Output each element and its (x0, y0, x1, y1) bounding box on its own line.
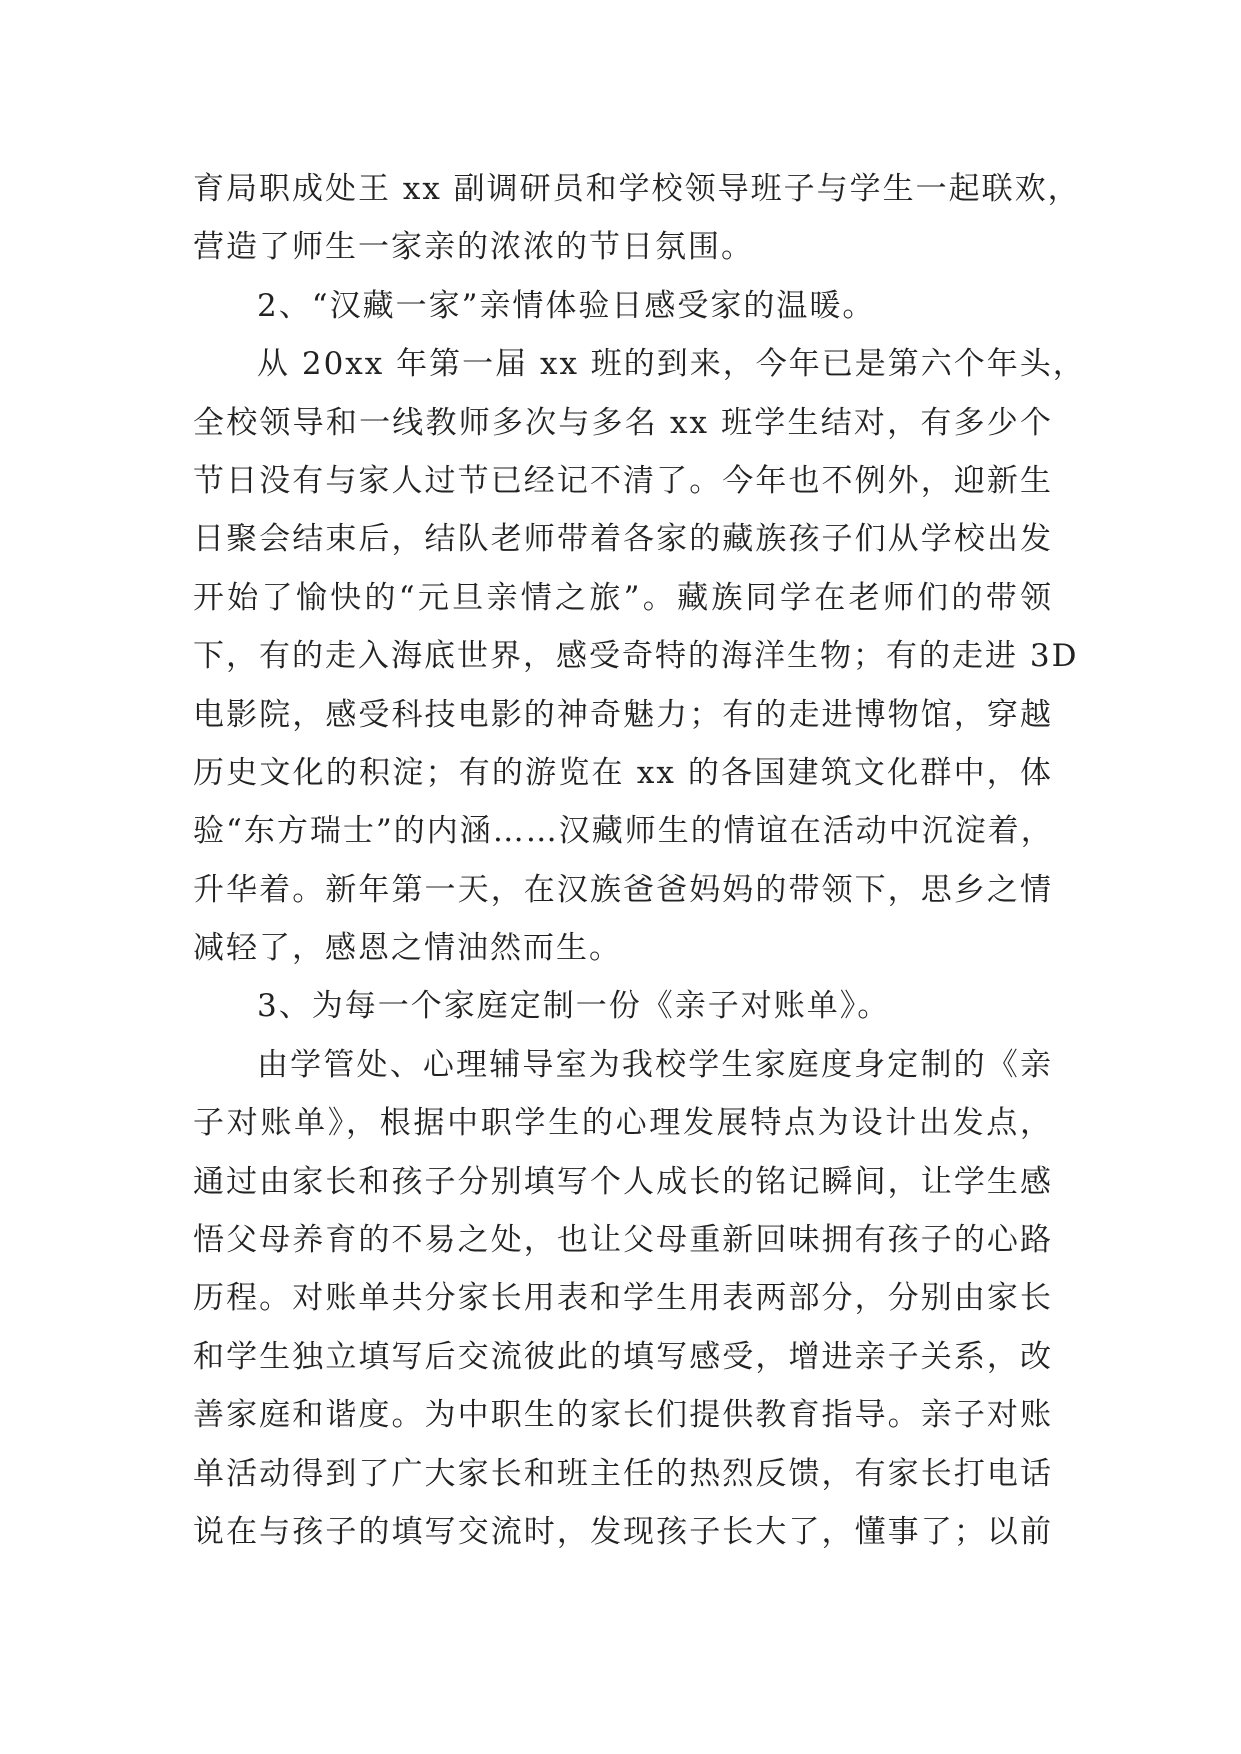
text-line: 日聚会结束后，结队老师带着各家的藏族孩子们从学校出发 (193, 521, 1053, 558)
text-line: 育局职成处王 xx 副调研员和学校领导班子与学生一起联欢， (193, 171, 1081, 207)
text-line: 由学管处、心理辅导室为我校学生家庭度身定制的《亲 (257, 1046, 1053, 1083)
text-line: 说在与孩子的填写交流时，发现孩子长大了，懂事了；以前 (193, 1513, 1053, 1550)
text-line: 开始了愉快的“元旦亲情之旅”。藏族同学在老师们的带领 (193, 579, 1053, 616)
text-line: 减轻了，感恩之情油然而生。 (193, 930, 622, 967)
text-line: 3、为每一个家庭定制一份《亲子对账单》。 (257, 988, 891, 1025)
text-line: 验“东方瑞士”的内涵……汉藏师生的情谊在活动中沉淀着， (193, 813, 1054, 850)
text-line: 节日没有与家人过节已经记不清了。今年也不例外，迎新生 (193, 462, 1053, 499)
text-line: 单活动得到了广大家长和班主任的热烈反馈，有家长打电话 (193, 1455, 1053, 1492)
document-body (193, 160, 1086, 1561)
text-line: 营造了师生一家亲的浓浓的节日氛围。 (193, 229, 754, 266)
text-line: 电影院，感受科技电影的神奇魅力；有的走进博物馆，穿越 (193, 696, 1053, 733)
text-line: 子对账单》，根据中职学生的心理发展特点为设计出发点， (193, 1105, 1053, 1142)
text-line: 下，有的走入海底世界，感受奇特的海洋生物；有的走进 3D (193, 638, 1079, 675)
text-line: 历程。对账单共分家长用表和学生用表两部分，分别由家长 (193, 1280, 1053, 1317)
text-line: 善家庭和谐度。为中职生的家长们提供教育指导。亲子对账 (193, 1397, 1053, 1434)
text-line: 通过由家长和孩子分别填写个人成长的铭记瞬间，让学生感 (193, 1163, 1053, 1200)
text-line: 历史文化的积淀；有的游览在 xx 的各国建筑文化群中，体 (193, 754, 1053, 791)
text-line: 悟父母养育的不易之处，也让父母重新回味拥有孩子的心路 (193, 1222, 1053, 1259)
text-line: 升华着。新年第一天，在汉族爸爸妈妈的带领下，思乡之情 (193, 871, 1053, 908)
text-line: 从 20xx 年第一届 xx 班的到来，今年已是第六个年头， (257, 346, 1086, 383)
text-line: 全校领导和一线教师多次与多名 xx 班学生结对，有多少个 (193, 404, 1053, 441)
text-line: 2、“汉藏一家”亲情体验日感受家的温暖。 (257, 287, 876, 324)
text-line: 和学生独立填写后交流彼此的填写感受，增进亲子关系，改 (193, 1338, 1053, 1375)
